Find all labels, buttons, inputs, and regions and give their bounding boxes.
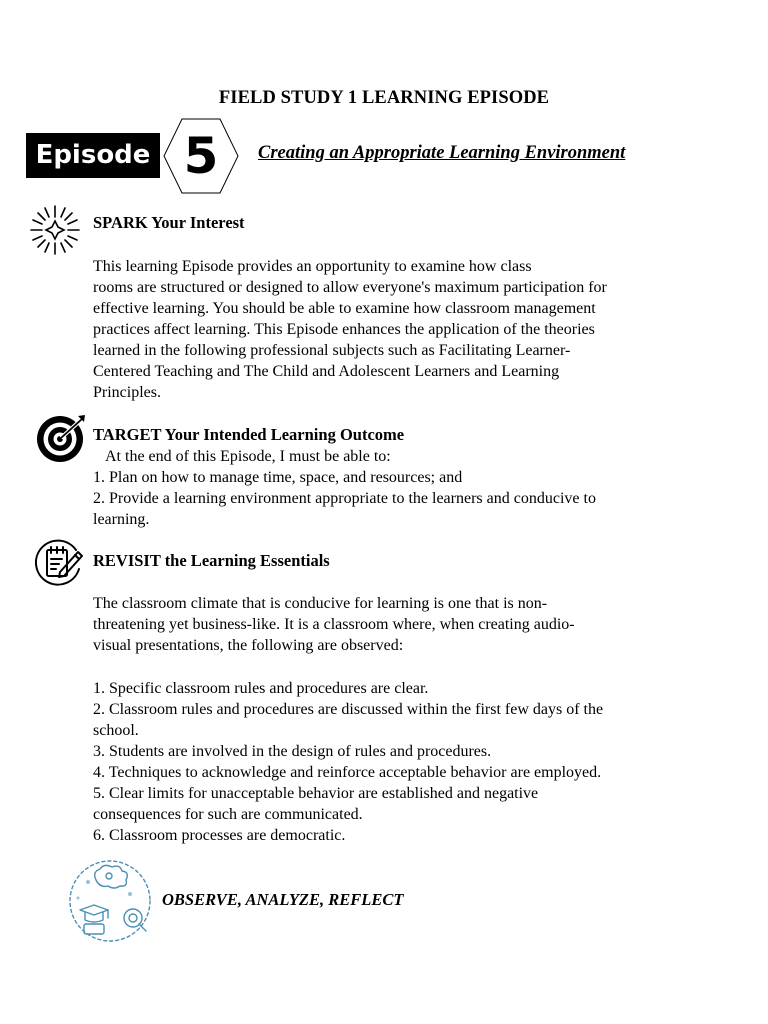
target-heading: TARGET Your Intended Learning Outcome [93, 425, 405, 444]
target-paragraph [93, 446, 693, 530]
spark-paragraph [93, 256, 693, 403]
document-title: FIELD STUDY 1 LEARNING EPISODE [218, 88, 550, 108]
text-line: Centered Teaching and The Child and Adolescent Learners and Learning [93, 363, 560, 380]
text-line: The classroom climate that is conducive for learning is one that is non- [93, 595, 548, 612]
text-line: learned in the following professional subjects such as Facilitating Learner- [93, 342, 571, 359]
episode-number: 5 [183, 127, 219, 185]
list-item: 5. Clear limits for unacceptable behavior are established and negative [93, 785, 539, 802]
notepad-pencil-icon [32, 537, 86, 591]
text-line: learning. [93, 511, 150, 528]
text-line: practices affect learning. This Episode enhances the application of the theories [93, 321, 595, 338]
text-line: This learning Episode provides an opportunity to examine how class [93, 258, 532, 275]
episode-badge [26, 117, 246, 197]
list-item: 6. Classroom processes are democratic. [93, 827, 346, 844]
target-icon [34, 413, 88, 467]
revisit-intro [93, 593, 693, 656]
text-line: visual presentations, the following are observed: [93, 637, 404, 654]
observe-analyze-icon [66, 860, 156, 944]
text-line: effective learning. You should be able to examine how classroom management [93, 300, 596, 317]
spark-heading: SPARK Your Interest [93, 213, 245, 232]
text-line: Principles. [93, 384, 161, 401]
text-line: At the end of this Episode, I must be able to: [105, 448, 391, 465]
list-item: consequences for such are communicated. [93, 806, 363, 823]
text-line: 2. Provide a learning environment appropriate to the learners and conducive to [93, 490, 596, 507]
sparkle-icon [28, 203, 82, 257]
episode-subtitle: Creating an Appropriate Learning Environment [258, 143, 626, 163]
observe-heading: OBSERVE, ANALYZE, REFLECT [162, 890, 404, 909]
text-line: threatening yet business-like. It is a classroom where, when creating audio- [93, 616, 575, 633]
list-item: 2. Classroom rules and procedures are discussed within the first few days of the [93, 701, 604, 718]
episode-label: Episode [26, 133, 160, 178]
revisit-heading: REVISIT the Learning Essentials [93, 551, 330, 570]
episode-number-hexagon [162, 117, 240, 195]
list-item: 3. Students are involved in the design of rules and procedures. [93, 743, 492, 760]
revisit-list [93, 678, 693, 846]
text-line: 1. Plan on how to manage time, space, and resources; and [93, 469, 463, 486]
list-item: school. [93, 722, 139, 739]
list-item: 1. Specific classroom rules and procedures are clear. [93, 680, 429, 697]
text-line: rooms are structured or designed to allow everyone's maximum participation for [93, 279, 607, 296]
list-item: 4. Techniques to acknowledge and reinforce acceptable behavior are employed. [93, 764, 602, 781]
